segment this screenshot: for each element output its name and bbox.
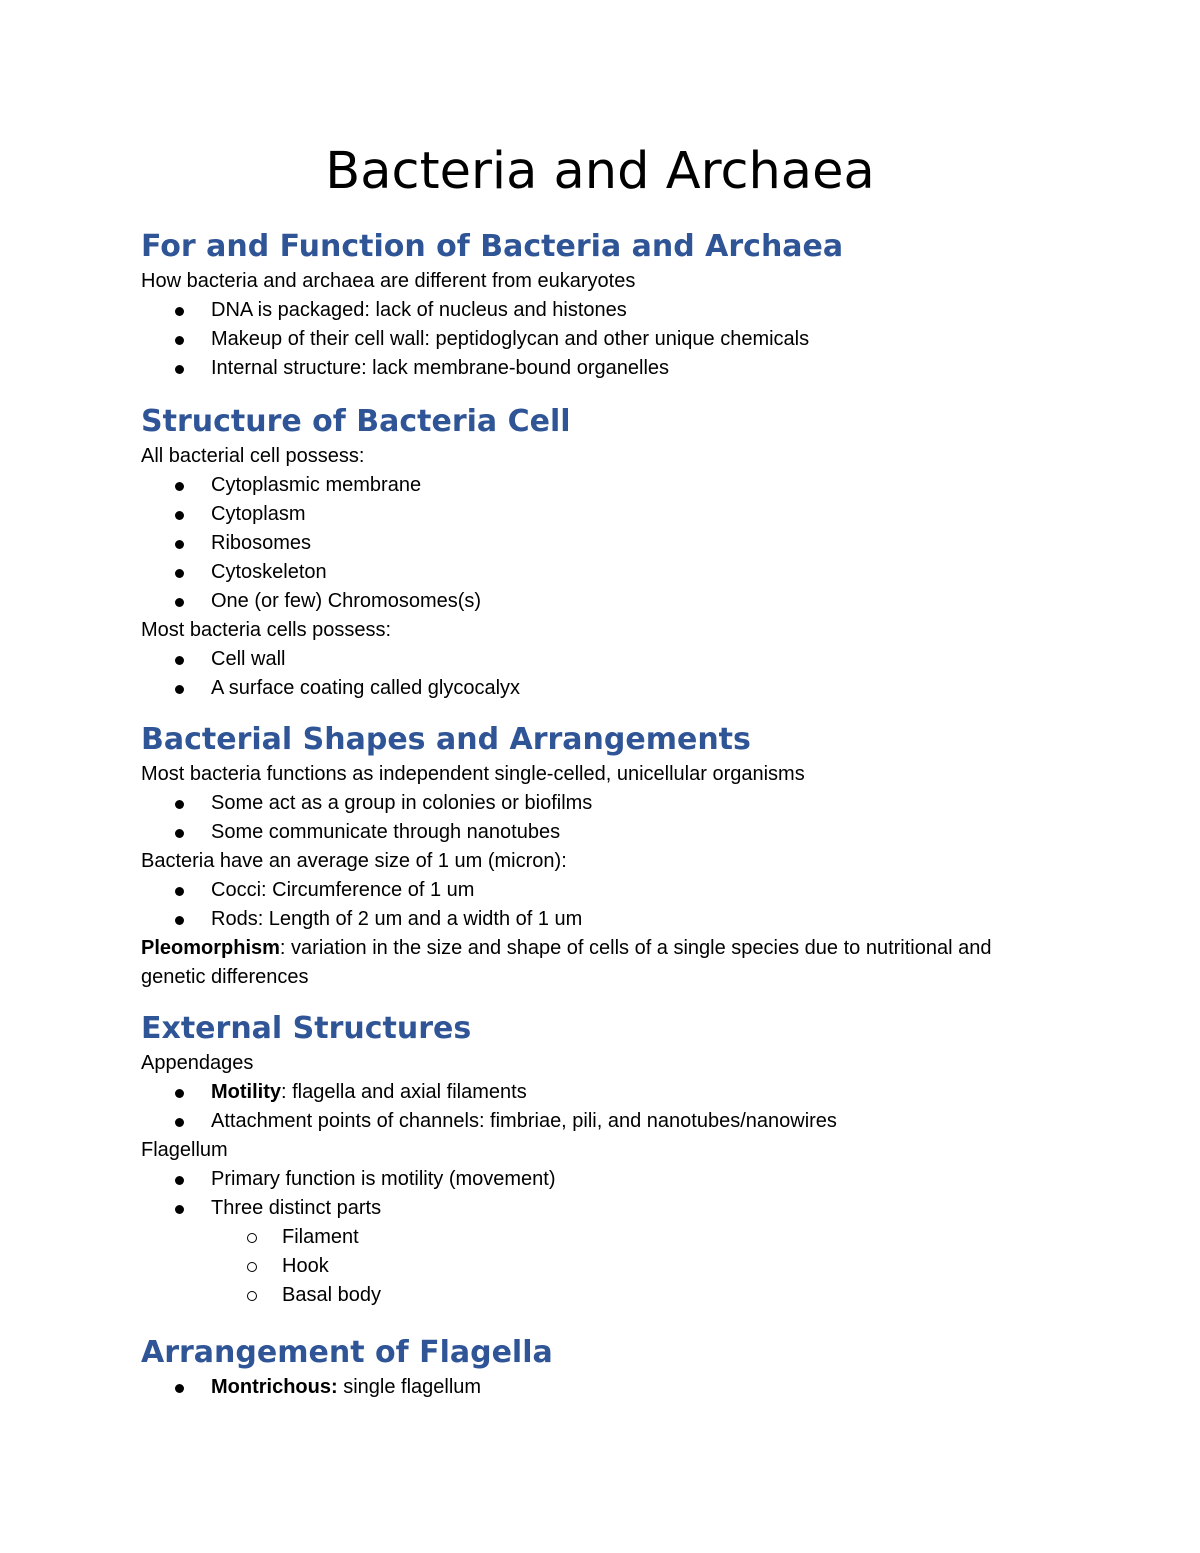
list-item <box>141 674 1071 703</box>
section-heading: Arrangement of Flagella <box>141 1335 553 1370</box>
section-heading: Structure of Bacteria Cell <box>141 404 571 439</box>
section-intro: How bacteria and archaea are different from eukaryotes <box>141 270 636 292</box>
bullet-icon <box>175 800 184 809</box>
list-item <box>141 645 1071 674</box>
list-item-text: Three distinct parts <box>211 1197 382 1219</box>
bullet-list <box>141 1078 1071 1136</box>
section-intro-secondary: Flagellum <box>141 1139 228 1161</box>
bullet-icon <box>175 1089 184 1098</box>
bullet-icon <box>175 365 184 374</box>
list-item <box>141 558 1071 587</box>
bullet-icon <box>175 1384 184 1393</box>
section-shapes <box>141 721 1071 992</box>
list-item-text: Internal structure: lack membrane-bound organelles <box>211 357 670 379</box>
list-item <box>141 1165 1071 1194</box>
bullet-list <box>141 876 1071 934</box>
section-heading: Bacterial Shapes and Arrangements <box>141 722 751 757</box>
list-item-text: Filament <box>282 1226 359 1248</box>
list-item <box>141 325 1071 354</box>
list-item <box>141 1194 1071 1223</box>
list-item <box>141 789 1071 818</box>
list-item <box>141 905 1071 934</box>
list-item-text: : flagella and axial filaments <box>281 1081 527 1103</box>
section-external-structures <box>141 1010 1071 1310</box>
circle-bullet-icon <box>247 1262 257 1272</box>
bullet-list <box>141 789 1071 847</box>
list-item <box>141 471 1071 500</box>
list-item <box>141 1373 1071 1402</box>
list-item-text: Basal body <box>282 1284 381 1306</box>
list-item-text: Cocci: Circumference of 1 um <box>211 879 475 901</box>
bullet-icon <box>175 307 184 316</box>
list-item-text: Ribosomes <box>211 532 312 554</box>
list-item <box>141 296 1071 325</box>
bullet-icon <box>175 569 184 578</box>
bullet-icon <box>175 482 184 491</box>
list-item <box>141 876 1071 905</box>
document-title: Bacteria and Archaea <box>325 142 875 201</box>
list-item <box>141 587 1071 616</box>
list-item-text: Primary function is motility (movement) <box>211 1168 556 1190</box>
bullet-list <box>141 296 1071 383</box>
bullet-icon <box>175 540 184 549</box>
sub-list-item <box>141 1252 1071 1281</box>
list-item-text: Cytoplasmic membrane <box>211 474 422 496</box>
list-item-text: Cell wall <box>211 648 286 670</box>
bullet-icon <box>175 1176 184 1185</box>
bullet-list <box>141 1373 1071 1402</box>
list-item-text: Rods: Length of 2 um and a width of 1 um <box>211 908 583 930</box>
bullet-icon <box>175 1118 184 1127</box>
definition-text: : variation in the size and shape of cells of a single species due to nutritional and genetic differences <box>141 937 992 988</box>
section-form-function <box>141 228 1071 383</box>
section-structure <box>141 403 1071 703</box>
section-intro: Most bacteria functions as independent single-celled, unicellular organisms <box>141 763 805 785</box>
bullet-icon <box>175 916 184 925</box>
list-item-text: A surface coating called glycocalyx <box>211 677 521 699</box>
section-heading: For and Function of Bacteria and Archaea <box>141 229 844 264</box>
section-heading: External Structures <box>141 1011 472 1046</box>
bullet-list <box>141 1165 1071 1223</box>
list-item-text: Some communicate through nanotubes <box>211 821 561 843</box>
section-intro-secondary: Most bacteria cells possess: <box>141 619 392 641</box>
list-item <box>141 354 1071 383</box>
list-item-term: Montrichous: <box>211 1376 338 1398</box>
list-item <box>141 500 1071 529</box>
list-item-text: Makeup of their cell wall: peptidoglycan and other unique chemicals <box>211 328 810 350</box>
list-item-text: single flagellum <box>337 1376 482 1398</box>
list-item-text: Cytoskeleton <box>211 561 327 583</box>
sub-list-item <box>141 1223 1071 1252</box>
list-item-text: Cytoplasm <box>211 503 306 525</box>
list-item <box>141 1078 1071 1107</box>
list-item-term: Motility <box>211 1081 281 1103</box>
bullet-icon <box>175 511 184 520</box>
circle-bullet-icon <box>247 1291 257 1301</box>
bullet-icon <box>175 829 184 838</box>
bullet-list <box>141 471 1071 616</box>
bullet-icon <box>175 887 184 896</box>
sub-list-item <box>141 1281 1071 1310</box>
bullet-list <box>141 645 1071 703</box>
list-item-text: One (or few) Chromosomes(s) <box>211 590 482 612</box>
sub-bullet-list <box>141 1223 1071 1310</box>
list-item <box>141 529 1071 558</box>
section-flagella-arrangement <box>141 1334 1071 1402</box>
bullet-icon <box>175 656 184 665</box>
bullet-icon <box>175 1205 184 1214</box>
bullet-icon <box>175 336 184 345</box>
section-intro: All bacterial cell possess: <box>141 445 365 467</box>
definition-term: Pleomorphism <box>141 937 280 959</box>
section-intro: Appendages <box>141 1052 254 1074</box>
list-item-text: Attachment points of channels: fimbriae, pili, and nanotubes/nanowires <box>211 1110 837 1132</box>
bullet-icon <box>175 685 184 694</box>
list-item <box>141 1107 1071 1136</box>
list-item-text: DNA is packaged: lack of nucleus and histones <box>211 299 627 321</box>
section-intro-secondary: Bacteria have an average size of 1 um (micron): <box>141 850 567 872</box>
definition-paragraph <box>141 934 1061 992</box>
circle-bullet-icon <box>247 1233 257 1243</box>
list-item-text: Hook <box>282 1255 329 1277</box>
bullet-icon <box>175 598 184 607</box>
list-item <box>141 818 1071 847</box>
list-item-text: Some act as a group in colonies or biofilms <box>211 792 593 814</box>
